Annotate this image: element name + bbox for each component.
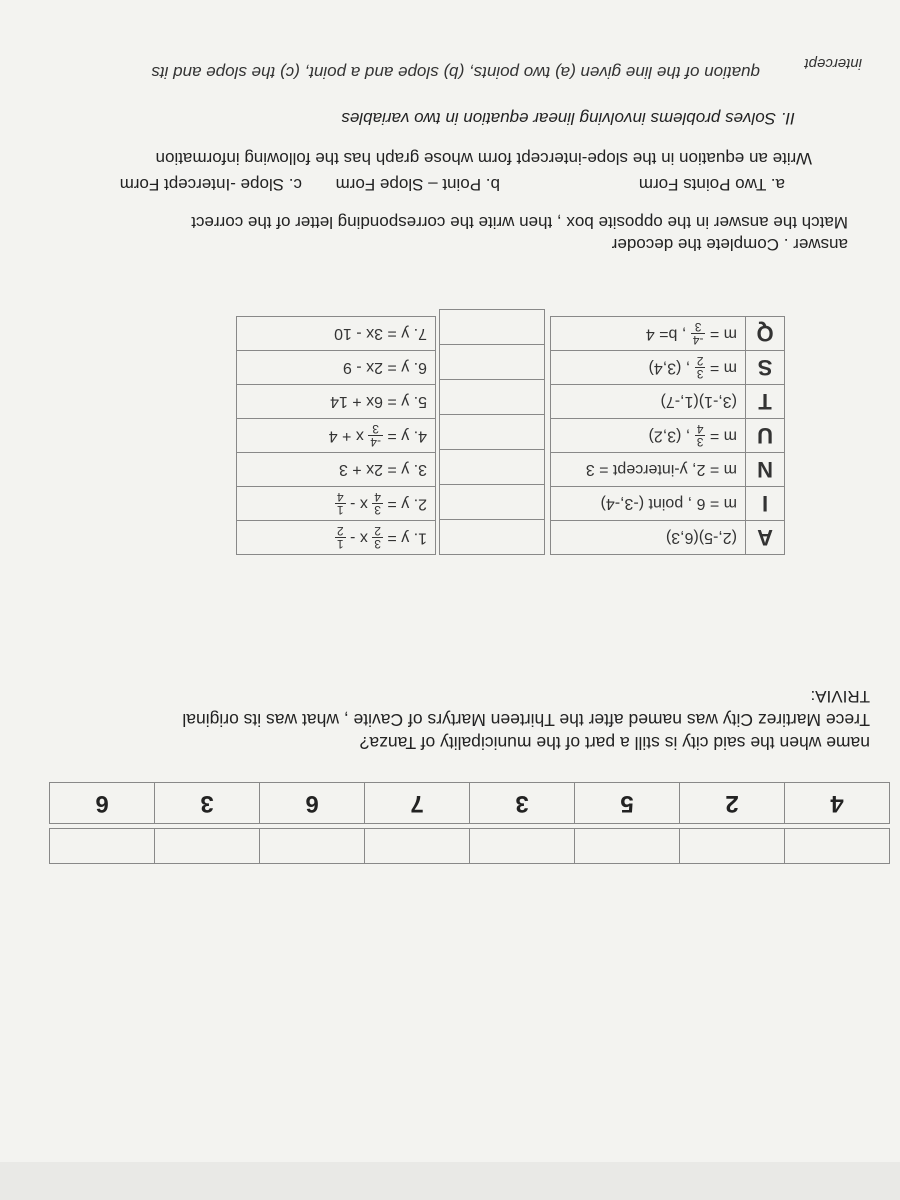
decoder-given — [551, 351, 746, 385]
code-answer-box[interactable] — [155, 829, 260, 864]
decoder-letter: A — [746, 521, 785, 555]
decoder-letter: I — [746, 487, 785, 521]
choice-row — [237, 521, 436, 555]
answer-choices-table — [236, 316, 436, 555]
slope-fraction — [695, 355, 706, 380]
choice-equation — [237, 419, 436, 453]
fraction-denominator: 3 — [372, 422, 379, 436]
slope-fraction — [372, 491, 383, 516]
answer-box[interactable] — [440, 380, 545, 415]
intercept-fraction — [335, 525, 346, 550]
code-answer-box[interactable] — [50, 829, 155, 864]
task2-prompt-line1: Match the answer in the opposite box , then write the corresponding letter of the correct — [191, 213, 848, 232]
code-answer-box[interactable] — [680, 829, 785, 864]
code-number: 5 — [575, 783, 680, 824]
decoder-row-i — [551, 487, 785, 521]
trivia-line1: Trece Martirez City was named after the Thirteen Martyrs of Cavite , what was its original — [182, 710, 870, 730]
decoder-letter: N — [746, 453, 785, 487]
decoder-table — [550, 316, 785, 555]
answer-box[interactable] — [440, 520, 545, 555]
choice-equation — [237, 487, 436, 521]
decoder-given: (3,-1)(1,-7) — [551, 385, 746, 419]
equation-prefix: 1. y = — [382, 529, 427, 547]
slope-fraction — [372, 525, 383, 550]
objective-text: II. Solves problems involving linear equation in two variables — [341, 109, 795, 128]
given-prefix: m = — [705, 359, 737, 377]
given-suffix: , (3,4) — [648, 359, 695, 377]
slope-fraction — [695, 423, 706, 448]
answer-box[interactable] — [440, 345, 545, 380]
code-number: 3 — [155, 783, 260, 824]
page-edge — [0, 1162, 900, 1200]
code-answer-box[interactable] — [470, 829, 575, 864]
fraction-denominator: 4 — [374, 490, 381, 504]
task1-prompt: Write an equation in the slope-intercept form whose graph has the following information — [155, 149, 812, 168]
choice-equation: 7. y = 3x - 10 — [237, 317, 436, 351]
equation-middle: x + 4 — [328, 427, 369, 445]
choice-row — [237, 419, 436, 453]
cut-off-line: quation of the line given (a) two points, (b) slope and a point, (c) the slope and its — [151, 63, 760, 82]
answer-box[interactable] — [440, 485, 545, 520]
decoder-row-u — [551, 419, 785, 453]
fraction-denominator: 2 — [696, 354, 704, 368]
code-number: 6 — [260, 783, 365, 824]
slope-fraction — [691, 321, 706, 346]
fraction-numerator: 3 — [696, 435, 704, 449]
code-answer-box[interactable] — [785, 829, 890, 864]
given-prefix: m = — [705, 427, 737, 445]
equation-prefix: 2. y = — [382, 495, 427, 513]
form-a: a. Two Points Form — [638, 175, 785, 194]
code-answer-row — [49, 828, 890, 864]
given-suffix: , (3,2) — [648, 427, 695, 445]
decoder-row-q — [551, 317, 785, 351]
choice-row — [237, 317, 436, 351]
decoder-given: m = 2, y-intercept = 3 — [551, 453, 746, 487]
fraction-numerator: 3 — [374, 503, 381, 517]
answer-box[interactable] — [440, 310, 545, 345]
decoder-row-s — [551, 351, 785, 385]
fraction-numerator: 1 — [336, 503, 344, 517]
fraction-numerator: 1 — [336, 537, 344, 551]
trivia-line2: name when the said city is still a part of the municipality of Tanza? — [359, 733, 870, 753]
decoder-given: (2,-5)(6,3) — [551, 521, 746, 555]
equation-middle: x - — [345, 529, 373, 547]
code-number: 4 — [785, 783, 890, 824]
code-answer-box[interactable] — [575, 829, 680, 864]
choice-equation: 3. y = 2x + 3 — [237, 453, 436, 487]
decoder-given: m = 6 , point (-3,-4) — [551, 487, 746, 521]
decoder-letter: Q — [746, 317, 785, 351]
code-number: 2 — [680, 783, 785, 824]
slope-fraction — [368, 423, 383, 448]
fraction-denominator: 2 — [374, 524, 381, 538]
answer-box[interactable] — [440, 450, 545, 485]
code-answer-box[interactable] — [365, 829, 470, 864]
form-b: b. Point – Slope Form — [335, 175, 500, 194]
equation-prefix: 4. y = — [382, 427, 427, 445]
fraction-denominator: 4 — [336, 490, 344, 504]
fraction-numerator: -4 — [370, 435, 381, 449]
code-number-row — [49, 782, 890, 824]
intercept-fraction — [335, 491, 346, 516]
answer-box[interactable] — [440, 415, 545, 450]
fraction-numerator: 3 — [696, 367, 704, 381]
choice-row — [237, 487, 436, 521]
choice-equation: 5. y = 6x + 14 — [237, 385, 436, 419]
choice-equation — [237, 521, 436, 555]
form-c: c. Slope -Intercept Form — [119, 175, 302, 194]
code-number: 6 — [50, 783, 155, 824]
given-suffix: , b= 4 — [645, 325, 691, 343]
choice-row — [237, 351, 436, 385]
fraction-numerator: 3 — [374, 537, 381, 551]
choice-equation: 6. y = 2x - 9 — [237, 351, 436, 385]
trivia-title: TRIVIA: — [810, 687, 870, 706]
decoder-given — [551, 419, 746, 453]
choice-row — [237, 453, 436, 487]
decoder-row-a — [551, 521, 785, 555]
fraction-denominator: 2 — [336, 524, 344, 538]
decoder-given — [551, 317, 746, 351]
decoder-letter: T — [746, 385, 785, 419]
code-answer-box[interactable] — [260, 829, 365, 864]
code-number: 7 — [365, 783, 470, 824]
fraction-denominator: 3 — [694, 320, 702, 334]
decoder-letter: U — [746, 419, 785, 453]
decoder-row-n — [551, 453, 785, 487]
answer-box-grid — [439, 309, 545, 555]
task2-prompt-line2: answer . Complete the decoder — [611, 235, 848, 254]
fraction-denominator: 4 — [696, 422, 704, 436]
equation-middle: x - — [345, 495, 373, 513]
decoder-row-t — [551, 385, 785, 419]
given-prefix: m = — [705, 325, 737, 343]
intercept-label: intercept — [804, 55, 862, 72]
decoder-letter: S — [746, 351, 785, 385]
code-number: 3 — [470, 783, 575, 824]
fraction-numerator: -4 — [692, 333, 704, 347]
choice-row — [237, 385, 436, 419]
